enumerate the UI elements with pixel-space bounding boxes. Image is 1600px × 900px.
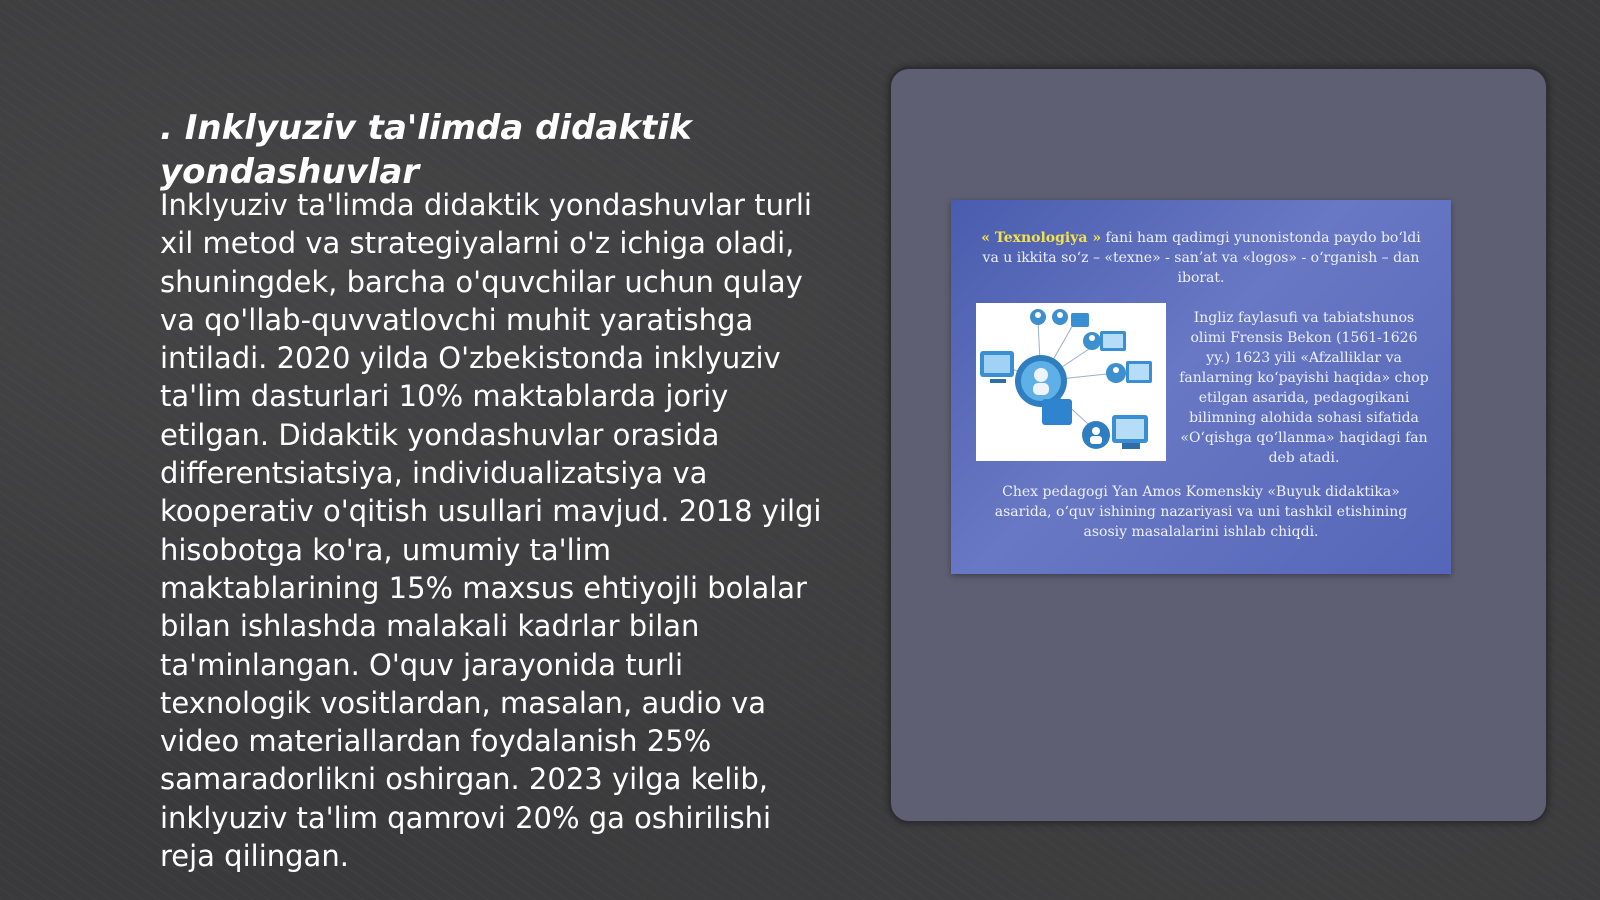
embedded-slide-image (951, 200, 1451, 574)
network-illustration-svg (976, 303, 1166, 461)
embedded-right-text: Ingliz faylasufi va tabiatshunos olimi Frensis Bekon (1561-1626 yy.) 1623 yili «Afzalliklar va fanlarning ko‘payishi haqida» chop etilgan asarida, pedagogikani bilimning alohida sohasi sifatida «O‘qishga qo‘llanma» haqidagi fan deb atadi. (1179, 310, 1429, 466)
embedded-top-rest: fani ham qadimgi yunonistonda paydo bo‘ldi va u ikkita so‘z – «texne» - san’at va «logos» - o‘rganish – dan iborat. (982, 230, 1421, 286)
embedded-bottom-text: Chex pedagogi Yan Amos Komenskiy «Buyuk didaktika» asarida, o‘quv ishining nazariyasi va uni tashkil etishining asosiy masalalarini ishlab chiqdi. (994, 484, 1408, 540)
slide-body-text: Inklyuziv ta'limda didaktik yondashuvlar turli xil metod va strategiyalarni o'z ichiga oladi, shuningdek, barcha o'quvchilar uchun qulay va qo'llab-quvvatlovchi muhit yaratishga intiladi. 2020 yilda O'zbekistonda inklyuziv ta'lim dasturlari 10% maktablarda joriy etilgan. Didaktik yondashuvlar orasida differentsiatsiya, individualizatsiya va kooperativ o'qitish usullari mavjud. 2018 yilgi hisobotga ko'ra, umumiy ta'lim maktablarining 15% maxsus ehtiyojli bolalar bilan ishlashda malakali kadrlar bilan ta'minlangan. O'quv jarayonida turli texnologik vositlardan, masalan, audio va video materiallardan foydalanish 25% samaradorlikni oshirgan. 2023 yilga kelib, inklyuziv ta'lim qamrovi 20% ga oshirilishi reja qilingan. (160, 188, 822, 874)
embedded-top-text (979, 228, 1423, 288)
embedded-highlight: « Texnologiya » (981, 230, 1102, 246)
slide-title: . Inklyuziv ta'limda didaktik yondashuvlar (160, 108, 692, 192)
image-panel (889, 67, 1548, 823)
network-computers-illustration (976, 303, 1166, 461)
computer-icon (980, 351, 1014, 383)
